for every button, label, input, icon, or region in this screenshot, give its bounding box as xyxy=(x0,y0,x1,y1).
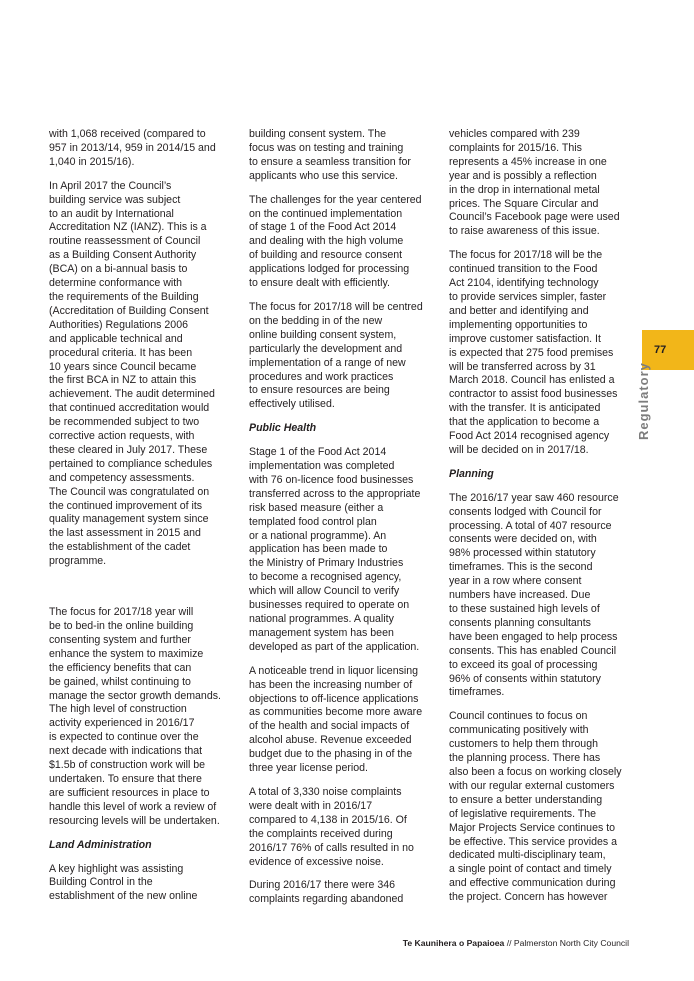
text-column-1 xyxy=(49,128,229,914)
footer-maori-name: Te Kaunihera o Papaioea xyxy=(402,938,505,948)
section-side-label: Regulatory xyxy=(636,362,651,440)
paragraph: During 2016/17 there were 346 complaints regarding abandoned xyxy=(249,879,404,906)
paragraph: Stage 1 of the Food Act 2014 implementation was completed with 76 on-licence food businesses transferred across to the appropriate risk based measure (either a templated food control plan or a national programme). An application has been made to the Ministry of Primary Industries to become a recognised agency, which will allow Council to verify businesses required to operate on national programmes. A quality management system has been developed as part of the application. xyxy=(249,446,421,653)
text-column-3 xyxy=(449,128,635,915)
page-footer xyxy=(0,938,629,948)
paragraph: In April 2017 the Council’s building service was subject to an audit by International Accreditation NZ (IANZ). This is a routine reassessment of Council as a Building Consent Authority (BCA) on a bi-annual basis to determine conformance with the requirements of the Building (Accreditation of Building Consent Authorities) Regulations 2006 and applicable technical and procedural criteria. It has been 10 years since Council became the first BCA in NZ to attain this achievement. The audit determined that continued accreditation would be recommended subject to two corrective action requests, with these cleared in July 2017. These pertained to compliance schedules and competency assessments. The Council was congratulated on the continued improvement of its quality management system since the last assessment in 2015 and the establishment of the cadet programme. xyxy=(49,179,215,568)
section-heading-planning: Planning xyxy=(449,467,494,480)
paragraph: The focus for 2017/18 year will be to bed-in the online building consenting system and further enhance the system to maximize the efficiency benefits that can be gained, whilst continuing to manage the sector growth demands. The high level of construction activity experienced in 2016/17 is expected to continue over the next decade with indications that $1.5b of construction work will be undertaken. To ensure that there are sufficient resources in place to handle this level of work a review of resourcing levels will be undertaken. xyxy=(49,606,221,827)
footer-separator: // xyxy=(504,938,514,948)
spacer xyxy=(49,579,229,606)
paragraph: Council continues to focus on communicating positively with customers to help them through the planning process. There has also been a focus on working closely with our regular external customers to ensure a better understanding of legislative requirements. The Major Projects Service continues to be effective. This service provides a dedicated multi-disciplinary team, a single point of contact and timely and effective communication during the project. Concern has however xyxy=(449,710,622,904)
paragraph: vehicles compared with 239 complaints for 2015/16. This represents a 45% increase in one year and is possibly a reflection in the drop in international metal prices. The Square Circular and Council’s Facebook page were used to raise awareness of this issue. xyxy=(449,128,620,238)
section-heading-land-administration: Land Administration xyxy=(49,838,152,851)
paragraph: A noticeable trend in liquor licensing has been the increasing number of objections to off-licence applications as communities become more aware of the health and social impacts of alcohol abuse. Revenue exceeded budget due to the phasing in of the three year license period. xyxy=(249,664,423,775)
paragraph: building consent system. The focus was on testing and training to ensure a seamless transition for applicants who use this service. xyxy=(249,128,411,182)
paragraph: A key highlight was assisting Building Control in the establishment of the new online xyxy=(49,862,198,903)
section-heading-public-health: Public Health xyxy=(249,422,317,435)
paragraph: with 1,068 received (compared to 957 in 2013/14, 959 in 2014/15 and 1,040 in 2015/16). xyxy=(49,128,216,168)
footer-council-name: Palmerston North City Council xyxy=(513,938,629,948)
paragraph: A total of 3,330 noise complaints were dealt with in 2016/17 compared to 4,138 in 2015/16. Of the complaints received during 2016/17 76% of calls resulted in no evidence of excessive noise. xyxy=(249,785,414,868)
paragraph: The challenges for the year centered on the continued implementation of stage 1 of the Food Act 2014 and dealing with the high volume of building and resource consent applications lodged for processing to ensure dealt with efficiently. xyxy=(249,193,422,290)
paragraph: The focus for 2017/18 will be the continued transition to the Food Act 2104, identifying technology to provide services simpler, faster and better and identifying and implementing opportunities to improve customer satisfaction. It is expected that 275 food premises will be transferred across by 31 March 2018. Council has enlisted a contractor to assist food businesses with the transfer. It is anticipated that the application to become a Food Act 2014 recognised agency will be decided on in 2017/18. xyxy=(449,249,618,456)
text-column-2 xyxy=(249,128,431,917)
page-number: 77 xyxy=(654,344,667,356)
paragraph: The focus for 2017/18 will be centred on the bedding in of the new online building consent system, particularly the development and implementation of a range of new procedures and work practices to ensure resources are being effectively utilised. xyxy=(249,300,423,411)
paragraph: The 2016/17 year saw 460 resource consents lodged with Council for processing. A total of 407 resource consents were decided on, with 98% processed within statutory timeframes. This is the second year in a row where consent numbers have increased. Due to these sustained high levels of consents planning consultants have been engaged to help process consents. This has enabled Council to exceed its goal of processing 96% of consents within statutory timeframes. xyxy=(449,491,619,699)
